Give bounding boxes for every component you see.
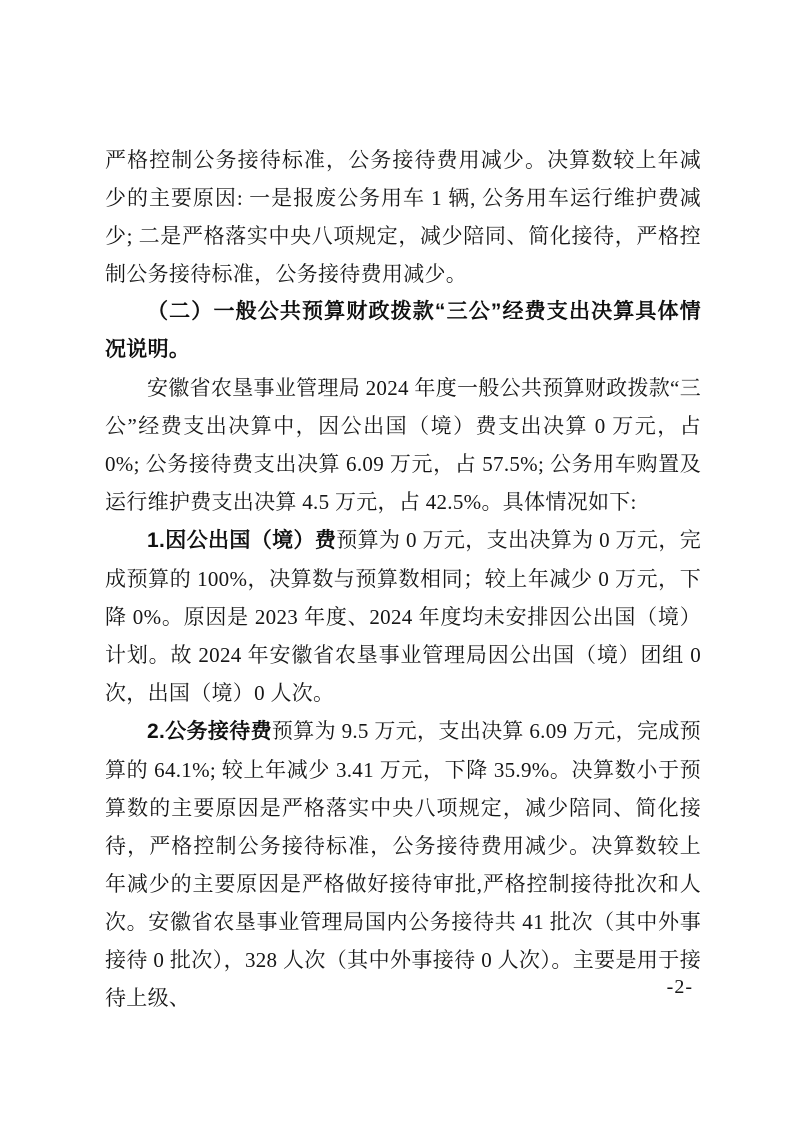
section-heading (105, 293, 701, 369)
paragraph-item-2 (105, 712, 701, 1017)
paragraph-item-2-text: 预算为 9.5 万元，支出决算 6.09 万元，完成预算的 64.1%; 较上年减少 3.41 万元，下降 35.9%。决算数小于预算数的主要原因是严格落实中央八项规定，减少陪同、简化接待，严格控制公务接待标准，公务接待费用减少。决算数较上年减少的主要原因是严格做好接待审批,严格控制接待批次和人次。安徽省农垦事业管理局国内公务接待共 41 批次（其中外事接待 0 批次），328 人次（其中外事接待 0 人次）。主要是用于接待上级、 (105, 719, 701, 1010)
paragraph-overview-text: 安徽省农垦事业管理局 2024 年度一般公共预算财政拨款“三公”经费支出决算中，因公出国（境）费支出决算 0 万元，占 0%; 公务接待费支出决算 6.09 万元，占 57.5%; 公务用车购置及运行维护费支出决算 4.5 万元，占 42.5%。具体情况如下: (105, 376, 701, 514)
section-heading-text: （二）一般公共预算财政拨款“三公”经费支出决算具体情况说明。 (105, 300, 701, 361)
paragraph-carryover (105, 141, 701, 293)
paragraph-item-1-lead: 1.因公出国（境）费 (147, 529, 337, 552)
paragraph-item-1 (105, 521, 701, 712)
paragraph-overview (105, 369, 701, 521)
paragraph-item-2-lead: 2.公务接待费 (147, 720, 272, 743)
paragraph-carryover-text: 严格控制公务接待标准，公务接待费用减少。决算数较上年减少的主要原因: 一是报废公务用车 1 辆, 公务用车运行维护费减少; 二是严格落实中央八项规定，减少陪同、简化接待，严格控制公务接待标准，公务接待费用减少。 (105, 148, 701, 286)
paragraph-item-1-text: 预算为 0 万元，支出决算为 0 万元，完成预算的 100%，决算数与预算数相同；较上年减少 0 万元，下降 0%。原因是 2023 年度、2024 年度均未安排因公出国（境）计划。故 2024 年安徽省农垦事业管理局因公出国（境）团组 0 次，出国（境）0 人次。 (105, 528, 701, 705)
page-number: -2- (666, 976, 693, 998)
document-body (105, 141, 701, 1017)
